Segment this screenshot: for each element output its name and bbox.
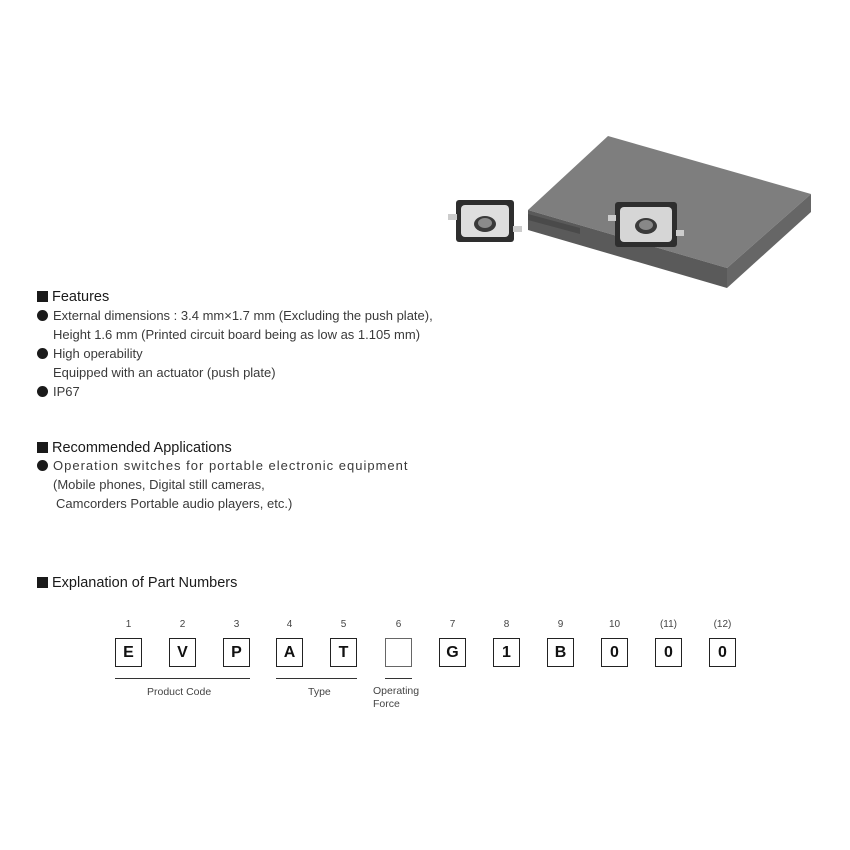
position-number: 5: [340, 619, 347, 630]
loose-switch-icon: [448, 200, 522, 242]
bullet-icon: [37, 310, 48, 321]
product-code-bracket: [115, 678, 250, 679]
application-item-continued: Camcorders Portable audio players, etc.): [56, 496, 293, 511]
position-number: 2: [179, 619, 186, 630]
feature-item: High operability: [37, 346, 143, 361]
position-number: 1: [125, 619, 132, 630]
position-number: (11): [659, 619, 678, 630]
bullet-icon: [37, 348, 48, 359]
type-label: Type: [308, 686, 331, 698]
bullet-icon: [37, 460, 48, 471]
applications-heading: Recommended Applications: [37, 440, 232, 456]
part-char-box: A: [276, 638, 303, 667]
part-char-box: G: [439, 638, 466, 667]
type-bracket: [276, 678, 357, 679]
application-item-continued: (Mobile phones, Digital still cameras,: [53, 477, 265, 492]
part-char-box: 0: [655, 638, 682, 667]
product-photo: [440, 130, 820, 300]
part-char-box: E: [115, 638, 142, 667]
square-bullet-icon: [37, 291, 48, 302]
switch-on-board-icon: [608, 202, 684, 247]
position-number: 9: [557, 619, 564, 630]
part-numbers-heading: Explanation of Part Numbers: [37, 575, 237, 591]
position-number: 7: [449, 619, 456, 630]
operating-force-label: Force: [373, 698, 400, 710]
part-char-box: P: [223, 638, 250, 667]
position-number: 8: [503, 619, 510, 630]
position-number: 6: [395, 619, 402, 630]
part-char-box: V: [169, 638, 196, 667]
product-code-label: Product Code: [147, 686, 212, 698]
position-number: (12): [713, 619, 732, 630]
operating-force-label: Operating: [373, 685, 420, 697]
part-char-box: 0: [709, 638, 736, 667]
part-char-box: T: [330, 638, 357, 667]
feature-item-continued: Height 1.6 mm (Printed circuit board being as low as 1.105 mm): [53, 327, 421, 342]
square-bullet-icon: [37, 442, 48, 453]
features-heading: Features: [37, 289, 109, 305]
feature-item-continued: Equipped with an actuator (push plate): [53, 365, 276, 380]
position-number: 3: [233, 619, 240, 630]
part-char-box: 0: [601, 638, 628, 667]
square-bullet-icon: [37, 577, 48, 588]
part-char-box: 1: [493, 638, 520, 667]
part-char-box: B: [547, 638, 574, 667]
position-number: 10: [608, 619, 621, 630]
operating-force-bracket: [385, 678, 412, 679]
application-item: Operation switches for portable electronic equipment: [37, 458, 409, 473]
bullet-icon: [37, 386, 48, 397]
position-number: 4: [286, 619, 293, 630]
feature-item: IP67: [37, 384, 80, 399]
feature-item: External dimensions : 3.4 mm×1.7 mm (Excluding the push plate),: [37, 308, 433, 323]
part-char-box: [385, 638, 412, 667]
